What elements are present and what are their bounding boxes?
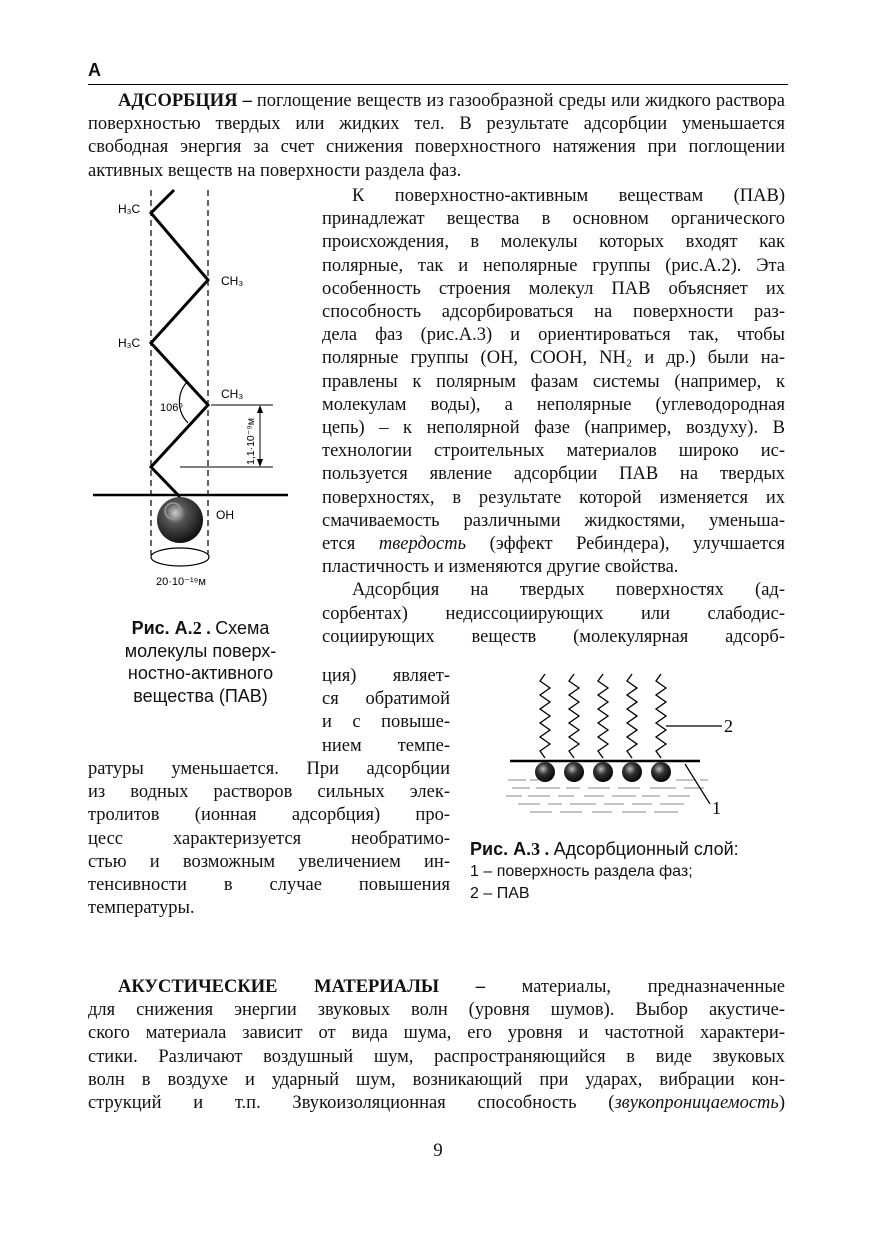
text-line: происхождения, в молекулы которых входят как [322, 232, 785, 253]
text-line: полярные группы (OH, COOH, NH₂ и др.) были на- [322, 348, 785, 369]
text-line: Адсорбция на твердых поверхностях (ад- [352, 580, 785, 601]
text-line: ся обратимой [322, 689, 450, 710]
text-line: цесс характеризуется необратимо- [88, 828, 450, 849]
term-hardness: твердость [378, 534, 467, 555]
text-line: стью и возможным увеличением ин- [88, 851, 450, 872]
chain [627, 674, 637, 758]
text-line: смачиваемость различными жидкостями, уменьша- [322, 510, 785, 531]
text-line: и с повыше- [322, 712, 450, 733]
legend-item-2: 2 – ПАВ [470, 885, 530, 902]
section-letter: А [88, 60, 101, 80]
text-line: АКУСТИЧЕСКИЕ МАТЕРИАЛЫ – материалы, предназначенные [118, 977, 785, 997]
text-line: ратуры уменьшается. При адсорбции [88, 759, 450, 779]
caption-text: Схема молекулы поверх-ностно-активного вещества (ПАВ) [124, 618, 277, 706]
base-ellipse [151, 548, 209, 566]
hydrocarbon-chain [151, 190, 208, 497]
chain [656, 674, 666, 758]
chain [598, 674, 608, 758]
leader-line-1 [685, 764, 710, 804]
polar-head [651, 762, 671, 782]
text-line: полярные, так и неполярные группы (рис.А.2). Эта [322, 255, 785, 276]
acoustic-materials-paragraph [88, 976, 785, 1115]
caption-label: Рис. А. [470, 839, 532, 859]
label-length: 1,1·10⁻⁹м [245, 417, 257, 465]
polar-head [622, 762, 642, 782]
polar-head [564, 762, 584, 782]
label-width: 20·10⁻¹⁹м [156, 576, 206, 588]
text-line: температуры. [88, 898, 195, 919]
text-line: способность адсорбироваться на поверхности раз- [322, 302, 785, 323]
adsorption-definition [88, 90, 785, 183]
text-line: технологии строительных материалов широко ис- [322, 441, 785, 462]
text-line: особенность строения молекул ПАВ объясняет их [322, 278, 785, 299]
text-line: социирующих веществ (молекулярная адсорб- [322, 626, 785, 647]
text-line: нием темпе- [322, 735, 450, 756]
text-line: струкций и т.п. Звукоизоляционная способность (звукопроницаемость) [88, 1093, 785, 1114]
text-line: тенсивности в случае повышения [88, 875, 450, 896]
figure-a2-molecule-diagram [88, 185, 313, 600]
label-h3c-middle: H₃C [118, 336, 141, 350]
arrowhead-up [257, 405, 263, 413]
term-adsorption: АДСОРБЦИЯ – [118, 91, 252, 111]
label-h3c-top: H₃C [118, 202, 141, 216]
polar-head-ball [157, 497, 203, 543]
caption-number: 3 . [531, 839, 554, 859]
caption-label: Рис. А. [131, 618, 193, 638]
text-line: цепь) – к неполярной фазе (например, воздуху). В [322, 418, 785, 439]
arrowhead-down [257, 459, 263, 467]
text-line-hardness: ется твердость (эффект Ребиндера), улучшается [322, 534, 785, 555]
adsorption-definition-text: поглощение веществ из газообразной среды или жидкого раствора поверхностью твердых или жидких тел. В результате адсорбции уменьшается свободная энергия за счет снижения поверхностного натяжения при поглощении активных веществ на поверхности раздела фаз. [88, 91, 785, 181]
text-line: тролитов (ионная адсорбция) про- [88, 805, 450, 826]
polar-head [593, 762, 613, 782]
text-line: правлены к полярным фазам системы (например, к [322, 371, 785, 392]
text-line: поверхностях, в результате которой изменяется их [322, 487, 785, 508]
header-rule [88, 84, 788, 85]
text-line: дела фаз (рис.А.3) и ориентироваться так, чтобы [322, 325, 785, 346]
ionic-adsorption-paragraph [88, 758, 450, 920]
polar-head [535, 762, 555, 782]
legend-item-1: 1 – поверхность раздела фаз; [470, 863, 693, 880]
text-line: принадлежат вещества в основном органического [322, 209, 785, 230]
label-ch3-top: CH₃ [221, 274, 244, 288]
page-number: 9 [433, 1140, 443, 1161]
caption-text: Адсорбционный слой: [553, 839, 739, 859]
water-phase-dashes [506, 780, 708, 812]
figure-a3-caption [470, 838, 790, 905]
text-line: пластичность и изменяются другие свойства. [322, 557, 679, 578]
text-line: К поверхностно-активным веществам (ПАВ) [352, 186, 785, 206]
surfactant-chains [540, 674, 666, 758]
text-line: для снижения энергии звуковых волн (уровня шумов). Выбор акустиче- [88, 1000, 785, 1021]
chain [540, 674, 550, 758]
text-line: волн в воздухе и ударный шум, возникающий при ударах, вибрации кон- [88, 1069, 785, 1090]
label-1: 1 [712, 798, 721, 818]
text-line: ция) являет- [322, 666, 450, 686]
term-sound-permeability: звукопроницаемость [614, 1093, 779, 1114]
term-acoustic-materials: АКУСТИЧЕСКИЕ МАТЕРИАЛЫ – [118, 977, 485, 997]
label-oh: OH [216, 508, 234, 522]
label-ch3-bottom: CH₃ [221, 387, 244, 401]
figure-a2-caption [98, 617, 303, 707]
text-line: сорбентах) недиссоциирующих или слабодис- [322, 603, 785, 624]
narrow-text-column [322, 665, 450, 758]
figure-a3-adsorption-layer [500, 668, 750, 828]
text-line: ского материала зависит от вида шума, его уровня и частотной характери- [88, 1023, 785, 1044]
text-line: стики. Различают воздушный шум, распространяющийся в виде звуковых [88, 1046, 785, 1067]
text-line: пользуется явление адсорбции ПАВ на твердых [322, 464, 785, 485]
pav-paragraph [322, 185, 785, 649]
caption-number: 2 . [192, 618, 216, 638]
text-line: из водных растворов сильных элек- [88, 782, 450, 803]
chain [569, 674, 579, 758]
text-line: молекулам воды), а неполярные (углеводородная [322, 394, 785, 415]
label-2: 2 [724, 716, 733, 736]
caption-title [470, 838, 790, 861]
label-angle: 106⁰ [160, 402, 183, 414]
